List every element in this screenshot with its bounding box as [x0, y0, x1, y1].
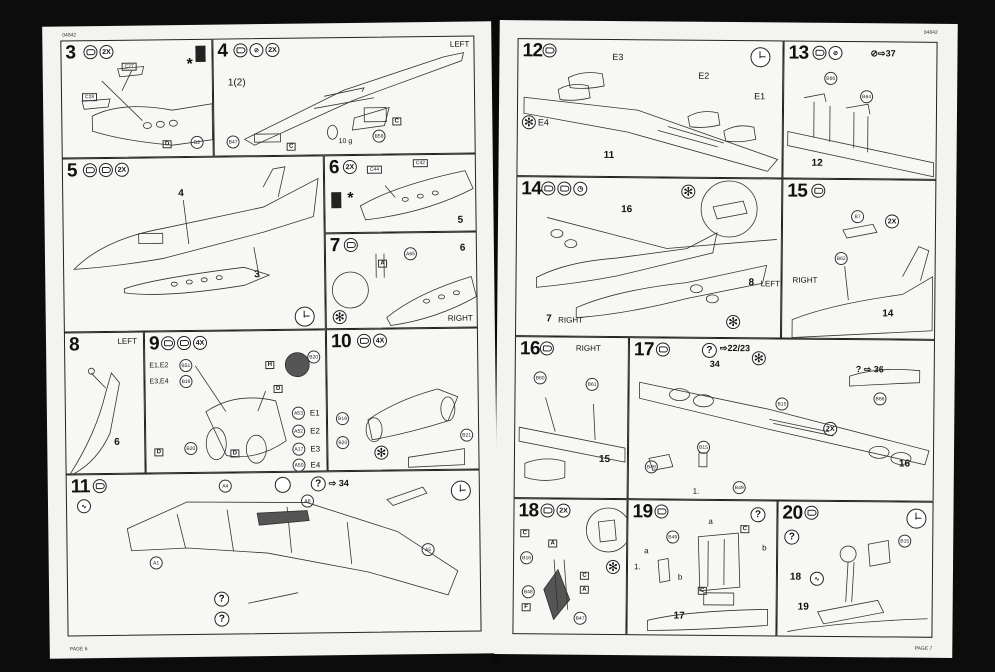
- cross-reference: ⇨22/23: [719, 342, 751, 354]
- cross-reference-number: 34: [338, 478, 349, 489]
- part-label: A17: [292, 443, 305, 456]
- part-label: A50: [292, 459, 305, 472]
- step-number: 5: [66, 160, 78, 182]
- wing-engine-drawing: [517, 39, 783, 178]
- cross-reference-number: 34: [709, 358, 720, 369]
- step-number: 12: [522, 40, 543, 62]
- aircraft-underside-drawing: [629, 338, 935, 502]
- step-13-panel: [782, 40, 937, 179]
- part-number: 14: [882, 308, 894, 320]
- step-17-panel: [628, 337, 935, 502]
- part-number: 18: [789, 571, 802, 583]
- engine-label: E1: [754, 91, 766, 102]
- step-3-panel: [60, 39, 213, 159]
- step-number: 15: [787, 180, 808, 202]
- part-label: C42: [413, 159, 428, 167]
- callout-label: 1(2): [227, 77, 246, 89]
- page-number: PAGE 6: [69, 646, 88, 653]
- cross-reference-number: 22/23: [727, 343, 751, 354]
- detail-tag: C: [520, 529, 529, 537]
- side-label: RIGHT: [447, 313, 473, 323]
- part-label: C28: [82, 93, 97, 101]
- step-15-panel: [781, 178, 936, 339]
- part-label: B15: [775, 397, 788, 410]
- detail-letter: b: [762, 543, 767, 553]
- step-12-panel: [516, 38, 783, 178]
- part-label: B49: [733, 481, 746, 494]
- snowflake-icon: ✻: [607, 559, 619, 575]
- side-label: RIGHT: [558, 315, 584, 325]
- step-number: 11: [70, 476, 91, 498]
- cross-reference: ⊘⇨37: [870, 48, 896, 59]
- part-label: A5: [421, 543, 434, 556]
- landing-gear-drawing: [513, 499, 627, 635]
- step-label: 1.: [692, 486, 700, 496]
- nose-gear-drawing: [326, 232, 478, 329]
- side-label: RIGHT: [792, 275, 818, 285]
- tail-boom-drawing: [213, 36, 475, 156]
- detail-tag: C: [740, 525, 749, 533]
- paint-asterisk: *: [186, 55, 193, 74]
- part-number: 19: [797, 601, 809, 613]
- step-number: 4: [217, 40, 228, 62]
- part-label: B20: [184, 442, 197, 455]
- snowflake-icon: ✻: [376, 445, 387, 460]
- fuselage-drawing: [61, 40, 213, 159]
- quantity-badge: 2X: [99, 45, 113, 59]
- step-number: 20: [782, 502, 803, 524]
- detail-tag: C: [287, 143, 296, 151]
- horizontal-stabilizer-drawing: [782, 179, 936, 339]
- detail-letter: b: [677, 572, 683, 582]
- detail-tag: H: [265, 361, 274, 369]
- part-label: B7: [851, 210, 864, 223]
- detail-letter: a: [708, 516, 713, 526]
- detail-tag: C: [698, 587, 707, 595]
- step-number: 19: [632, 501, 653, 523]
- instruction-page-left: [42, 21, 499, 658]
- detail-tag: D: [163, 140, 172, 148]
- step-label: 1.: [633, 562, 641, 572]
- part-label: B47: [574, 612, 587, 625]
- part-number: 6: [114, 436, 120, 448]
- optional-step-icon: ?: [702, 343, 717, 358]
- kit-code: 04842: [62, 32, 77, 39]
- kit-code: 04842: [923, 29, 938, 36]
- part-number: 5: [457, 214, 464, 226]
- detail-tag: D: [230, 449, 239, 457]
- fuselage-assembly-drawing: [63, 156, 326, 332]
- part-label: B51: [179, 359, 192, 372]
- step-number: 6: [328, 157, 340, 179]
- engine-label: E3: [612, 51, 624, 63]
- paint-icon: ∿: [77, 499, 91, 513]
- step-18-panel: [512, 498, 627, 635]
- engine-label: E4: [537, 117, 549, 128]
- part-label: B61: [586, 378, 599, 391]
- part-label: B21: [460, 429, 473, 442]
- part-label: C44: [367, 166, 382, 174]
- step-19-panel: [626, 499, 777, 636]
- cross-reference-number: 37: [885, 48, 896, 59]
- detail-letter: a: [644, 546, 649, 556]
- side-label: RIGHT: [575, 343, 601, 353]
- step-number: 16: [519, 338, 541, 360]
- part-label: B64: [860, 90, 873, 103]
- part-label: A6: [301, 494, 314, 507]
- quantity-badge: 4X: [193, 336, 207, 350]
- snowflake-icon: ✻: [728, 315, 739, 330]
- quantity-badge: 4X: [373, 334, 387, 348]
- part-number: 11: [603, 149, 615, 162]
- quantity-badge: 2X: [115, 163, 129, 177]
- part-label: B20: [307, 350, 320, 363]
- part-label: B15: [898, 535, 911, 548]
- snowflake-icon: ✻: [523, 115, 534, 130]
- part-label: B18: [179, 375, 192, 388]
- quantity-badge: 2X: [885, 214, 899, 228]
- step-5-panel: [62, 155, 326, 332]
- engine-label: E3: [310, 444, 321, 454]
- detail-tag: F: [522, 603, 531, 611]
- step-number: 9: [148, 333, 160, 355]
- engine-label: E4: [310, 460, 321, 470]
- part-number: 12: [811, 157, 823, 169]
- paint-icon: ∿: [810, 572, 824, 586]
- step-9-panel: [144, 329, 328, 473]
- main-wing-drawing: [67, 470, 482, 636]
- part-label: B62: [835, 252, 848, 265]
- snowflake-icon: ✻: [753, 351, 764, 366]
- engine-label: E2: [698, 70, 710, 81]
- engine-pod-drawing: [145, 330, 328, 473]
- part-label: B20: [336, 436, 349, 449]
- page-number: PAGE 7: [914, 645, 933, 652]
- boom-detail-drawing: [515, 337, 629, 499]
- engine-label: E1: [309, 408, 320, 418]
- part-number: 16: [898, 458, 911, 470]
- quantity-badge: 2X: [823, 422, 837, 436]
- step-16-panel: [514, 336, 629, 499]
- snowflake-icon: ✻: [683, 184, 694, 199]
- part-label: B16: [520, 551, 533, 564]
- gear-door-drawing: [627, 500, 777, 636]
- part-label: A53: [292, 407, 305, 420]
- cross-reference: ⇨ 34: [328, 478, 349, 489]
- step-8-panel: [64, 332, 146, 475]
- drill-icon: ⊘: [828, 46, 842, 60]
- step-number: 7: [329, 235, 341, 257]
- twin-fuselage-drawing: [516, 177, 782, 338]
- detail-tag: C: [392, 117, 401, 125]
- snowflake-icon: ✻: [334, 310, 345, 325]
- step-number: 10: [330, 331, 352, 353]
- side-label: LEFT: [449, 39, 470, 49]
- part-label: B2: [191, 136, 204, 149]
- step-10-panel: [326, 327, 480, 471]
- vertical-stabilizer-drawing: [65, 333, 146, 475]
- optional-step-icon: ?: [214, 592, 229, 607]
- part-number: 4: [178, 188, 184, 200]
- part-label: B66: [824, 72, 837, 85]
- engine-group-label: E1,E2: [149, 362, 169, 370]
- part-label: B19: [336, 412, 349, 425]
- step-20-panel: [776, 500, 933, 637]
- step-number: 14: [521, 178, 542, 200]
- part-label: B66: [873, 392, 886, 405]
- part-label: A52: [292, 425, 305, 438]
- step-number: 8: [68, 334, 80, 356]
- step-14-panel: [515, 176, 782, 338]
- weight-label: 10 g: [338, 137, 353, 146]
- nose-section-drawing: [325, 154, 477, 233]
- quantity-badge: 2X: [343, 160, 357, 174]
- part-label: B49: [666, 530, 679, 543]
- part-label: B58: [372, 130, 385, 143]
- part-label: B47: [226, 135, 239, 148]
- part-label: B60: [534, 371, 547, 384]
- step-7-panel: [325, 231, 478, 329]
- detail-tag: A: [548, 539, 557, 547]
- step-number: 13: [788, 42, 809, 64]
- detail-tag: D: [274, 385, 283, 393]
- part-label: A4: [219, 479, 232, 492]
- part-number: 6: [459, 242, 466, 254]
- quantity-badge: 2X: [265, 43, 279, 57]
- detail-tag: D: [154, 448, 163, 456]
- step-4-panel: [212, 35, 475, 156]
- part-number: 16: [621, 204, 633, 216]
- part-label: B15: [697, 441, 710, 454]
- optional-step-icon: ?: [311, 476, 326, 491]
- main-gear-drawing: [777, 501, 933, 637]
- part-number: 8: [748, 277, 755, 289]
- optional-step-icon: ?: [214, 612, 229, 627]
- drill-icon: ⊘: [249, 43, 263, 57]
- part-number: 7: [546, 313, 552, 325]
- optional-step-icon: ?: [784, 530, 799, 545]
- step-number: 3: [65, 42, 76, 64]
- detail-tag: A: [378, 260, 387, 268]
- step-11-panel: [66, 469, 482, 636]
- cross-reference-number: 36: [873, 364, 884, 375]
- side-label: LEFT: [760, 279, 781, 289]
- part-number: 15: [598, 453, 611, 465]
- part-label: B49: [645, 460, 658, 473]
- part-label: A65: [404, 247, 417, 260]
- engine-group-label: E3,E4: [149, 378, 169, 386]
- optional-step-icon: ?: [750, 507, 765, 522]
- step-number: 17: [633, 339, 655, 361]
- quantity-badge: 2X: [556, 504, 570, 518]
- engine-nacelle-drawing: [327, 328, 480, 471]
- part-number: 17: [673, 610, 685, 622]
- drying-time-icon: ◷: [573, 182, 587, 196]
- side-label: LEFT: [117, 336, 138, 346]
- step-6-panel: [324, 153, 477, 233]
- part-label: B48: [522, 585, 535, 598]
- detail-tag: A: [580, 586, 589, 594]
- instruction-page-right: [494, 20, 958, 658]
- part-label: A1: [150, 556, 163, 569]
- part-number: 3: [254, 269, 260, 281]
- part-label: C27: [122, 63, 137, 71]
- wing-pylon-drawing: [783, 42, 937, 180]
- detail-tag: C: [580, 572, 589, 580]
- engine-label: E2: [310, 426, 320, 436]
- step-number: 18: [518, 500, 539, 522]
- paint-asterisk: *: [347, 189, 354, 208]
- cross-reference: ? ⇨ 36: [855, 364, 884, 375]
